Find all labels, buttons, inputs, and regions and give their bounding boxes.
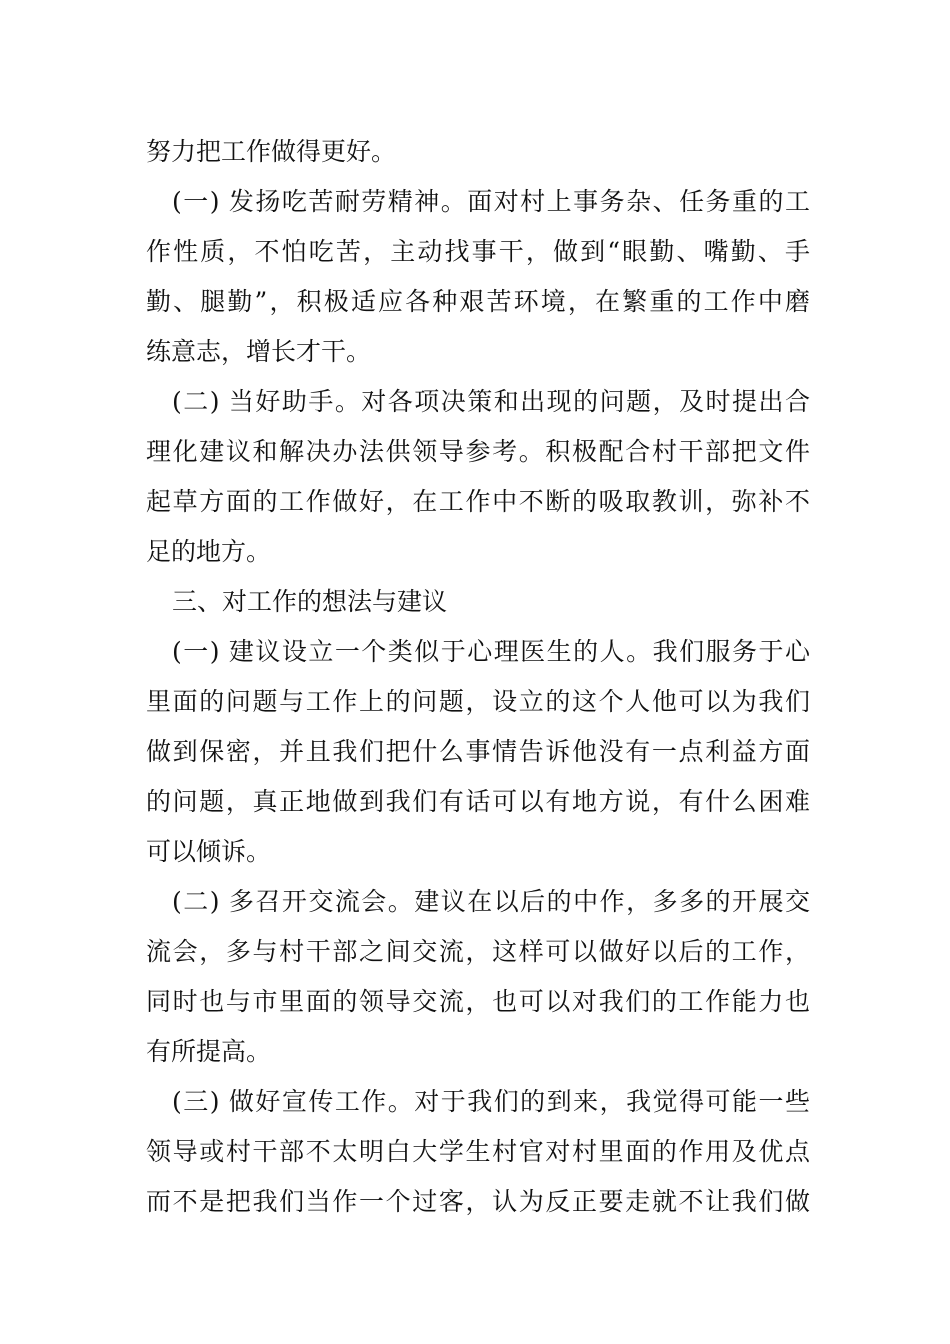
text-line: (二) 当好助手。对各项决策和出现的问题，及时提出合 [172, 387, 810, 416]
text-line: (一) 发扬吃苦耐劳精神。面对村上事务杂、任务重的工 [172, 187, 810, 216]
text-line: 勤、腿勤”，积极适应各种艰苦环境，在繁重的工作中磨 [146, 287, 810, 316]
text-line: 可以倾诉。 [146, 837, 272, 866]
text-line: (二) 多召开交流会。建议在以后的中作，多多的开展交 [172, 887, 810, 916]
text-line: 理化建议和解决办法供领导参考。积极配合村干部把文件 [146, 437, 810, 466]
text-line: 足的地方。 [146, 537, 272, 566]
text-line: (三) 做好宣传工作。对于我们的到来，我觉得可能一些 [172, 1087, 810, 1116]
text-line: 而不是把我们当作一个过客，认为反正要走就不让我们做 [146, 1187, 810, 1216]
text-line: (一) 建议设立一个类似于心理医生的人。我们服务于心 [172, 637, 810, 666]
text-line: 流会，多与村干部之间交流，这样可以做好以后的工作， [146, 937, 810, 966]
text-line: 做到保密，并且我们把什么事情告诉他没有一点利益方面 [146, 737, 810, 766]
text-line: 努力把工作做得更好。 [146, 137, 397, 166]
text-line: 作性质，不怕吃苦，主动找事干，做到“眼勤、嘴勤、手 [146, 237, 810, 266]
section-heading: 三、对工作的想法与建议 [172, 587, 448, 616]
text-line: 同时也与市里面的领导交流，也可以对我们的工作能力也 [146, 987, 810, 1016]
text-line: 有所提高。 [146, 1037, 272, 1066]
text-line: 里面的问题与工作上的问题，设立的这个人他可以为我们 [146, 687, 810, 716]
text-line: 起草方面的工作做好，在工作中不断的吸取教训，弥补不 [146, 487, 810, 516]
text-line: 的问题，真正地做到我们有话可以有地方说，有什么困难 [146, 787, 810, 816]
text-line: 练意志，增长才干。 [146, 337, 372, 366]
text-line: 领导或村干部不太明白大学生村官对村里面的作用及优点 [146, 1137, 810, 1166]
